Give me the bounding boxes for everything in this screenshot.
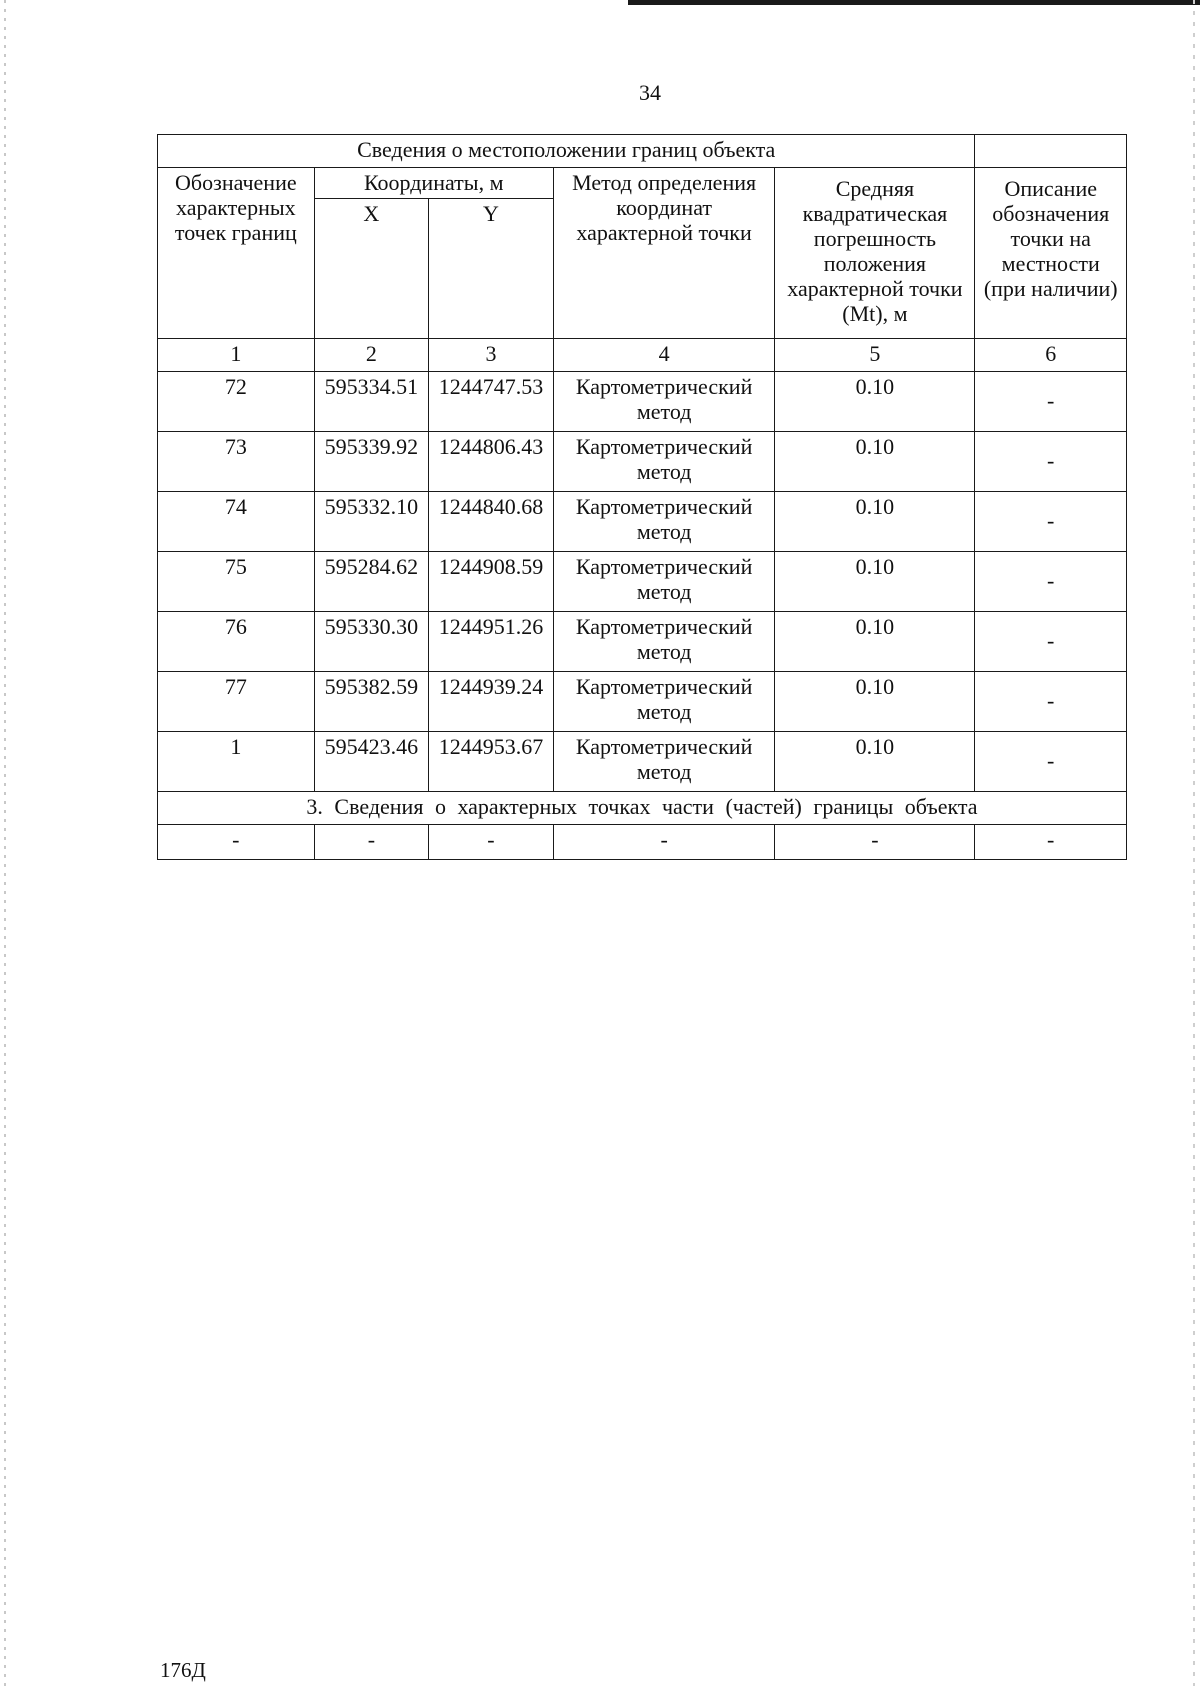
error-cell: 0.10: [775, 372, 975, 432]
method-cell: Картометрический метод: [553, 552, 775, 612]
x-cell: 595334.51: [314, 372, 428, 432]
column-number: 6: [975, 339, 1127, 372]
method-cell: Картометрический метод: [553, 372, 775, 432]
description-cell: -: [975, 612, 1127, 672]
method-cell: Картометрический метод: [553, 672, 775, 732]
empty-cell: -: [314, 825, 428, 860]
table-row: [158, 552, 1127, 612]
header-point: Обозначение характерных точек границ: [158, 168, 315, 339]
empty-cell: -: [429, 825, 554, 860]
empty-cell: -: [553, 825, 775, 860]
header-y: Y: [429, 199, 554, 339]
footer-code: 176Д: [160, 1658, 206, 1682]
x-cell: 595382.59: [314, 672, 428, 732]
column-number: 5: [775, 339, 975, 372]
section3-title-row: [158, 792, 1127, 825]
error-cell: 0.10: [775, 612, 975, 672]
y-cell: 1244806.43: [429, 432, 554, 492]
point-cell: 1: [158, 732, 315, 792]
description-cell: -: [975, 732, 1127, 792]
method-cell: Картометрический метод: [553, 732, 775, 792]
description-cell: -: [975, 432, 1127, 492]
table-row: [158, 492, 1127, 552]
point-cell: 74: [158, 492, 315, 552]
column-number-row: [158, 339, 1127, 372]
column-number: 4: [553, 339, 775, 372]
error-cell: 0.10: [775, 552, 975, 612]
scan-right-edge: [1193, 0, 1195, 1686]
description-cell: -: [975, 492, 1127, 552]
section-title: Сведения о местоположении границ объекта: [158, 135, 975, 168]
point-cell: 76: [158, 612, 315, 672]
y-cell: 1244951.26: [429, 612, 554, 672]
section3-title: 3. Сведения о характерных точках части (частей) границы объекта: [158, 792, 1127, 825]
method-cell: Картометрический метод: [553, 612, 775, 672]
x-cell: 595284.62: [314, 552, 428, 612]
y-cell: 1244908.59: [429, 552, 554, 612]
header-coordinates: Координаты, м: [314, 168, 553, 199]
y-cell: 1244840.68: [429, 492, 554, 552]
table-row: [158, 432, 1127, 492]
table-row: [158, 672, 1127, 732]
header-error: Средняя квадратическая погрешность положения характерной точки (Mt), м: [775, 168, 975, 339]
table-row: [158, 372, 1127, 432]
error-cell: 0.10: [775, 432, 975, 492]
table-row: [158, 732, 1127, 792]
method-cell: Картометрический метод: [553, 492, 775, 552]
column-number: 2: [314, 339, 428, 372]
header-row: [158, 168, 1127, 199]
point-cell: 75: [158, 552, 315, 612]
scan-left-edge: [4, 0, 6, 1686]
error-cell: 0.10: [775, 672, 975, 732]
empty-cell: -: [975, 825, 1127, 860]
section-title-row: [158, 135, 1127, 168]
empty-cell: -: [775, 825, 975, 860]
description-cell: -: [975, 552, 1127, 612]
x-cell: 595330.30: [314, 612, 428, 672]
description-cell: -: [975, 372, 1127, 432]
method-cell: Картометрический метод: [553, 432, 775, 492]
y-cell: 1244747.53: [429, 372, 554, 432]
y-cell: 1244939.24: [429, 672, 554, 732]
point-cell: 72: [158, 372, 315, 432]
section-title-blank-cell: [975, 135, 1127, 168]
column-number: 1: [158, 339, 315, 372]
point-cell: 73: [158, 432, 315, 492]
page-number: 34: [639, 80, 661, 105]
x-cell: 595339.92: [314, 432, 428, 492]
error-cell: 0.10: [775, 732, 975, 792]
section3-empty-row: [158, 825, 1127, 860]
x-cell: 595423.46: [314, 732, 428, 792]
error-cell: 0.10: [775, 492, 975, 552]
column-number: 3: [429, 339, 554, 372]
empty-cell: -: [158, 825, 315, 860]
header-description: Описание обозначения точки на местности (при наличии): [975, 168, 1127, 339]
boundary-table: [157, 134, 1127, 860]
header-x: X: [314, 199, 428, 339]
point-cell: 77: [158, 672, 315, 732]
table-row: [158, 612, 1127, 672]
y-cell: 1244953.67: [429, 732, 554, 792]
description-cell: -: [975, 672, 1127, 732]
top-edge-rule: [628, 0, 1200, 5]
header-method: Метод определения координат характерной точки: [553, 168, 775, 339]
x-cell: 595332.10: [314, 492, 428, 552]
